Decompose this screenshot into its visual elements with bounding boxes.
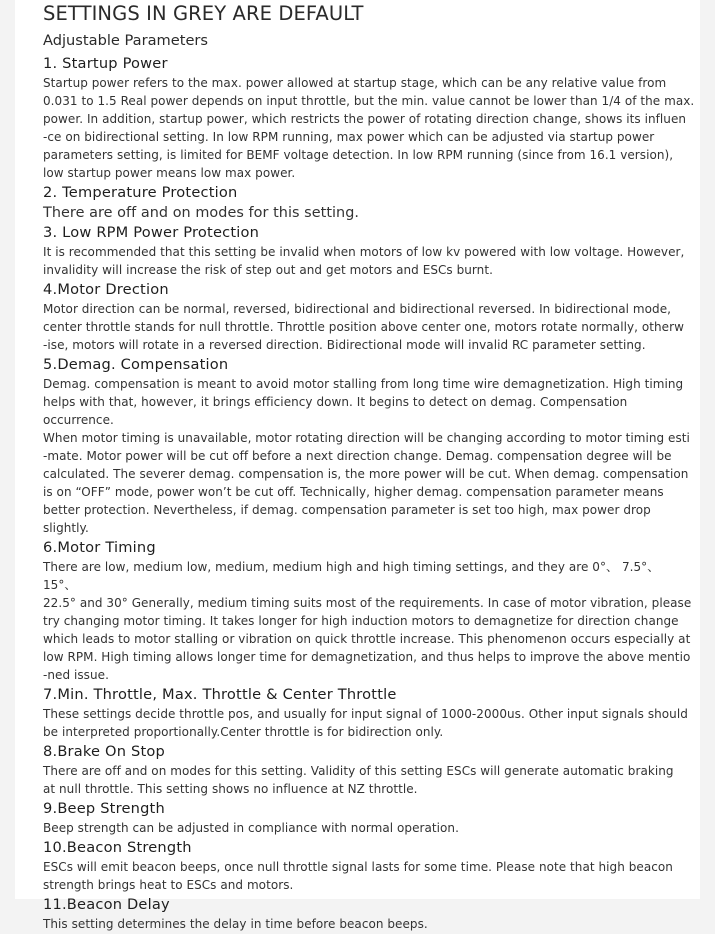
section-heading: 6.Motor Timing — [43, 539, 156, 556]
section-body: It is recommended that this setting be invalid when motors of low kv powered with low voltage. However, invalidity will increase the risk of step out and get motors and ESCs burnt. — [43, 245, 685, 277]
section-beacon-delay — [43, 895, 695, 933]
section-heading: 7.Min. Throttle, Max. Throttle & Center Throttle — [43, 686, 397, 703]
section-motor-timing — [43, 538, 695, 684]
page-title: SETTINGS IN GREY ARE DEFAULT — [43, 2, 364, 25]
section-demag-compensation — [43, 355, 695, 537]
section-body: There are off and on modes for this setting. Validity of this setting ESCs will generate automatic braking at null throttle. This setting shows no influence at NZ throttle. — [43, 764, 674, 796]
section-brake-on-stop — [43, 742, 695, 798]
section-heading: 5.Demag. Compensation — [43, 356, 229, 373]
section-body: There are off and on modes for this setting. — [43, 205, 360, 221]
section-heading: 4.Motor Drection — [43, 281, 169, 298]
section-beep-strength — [43, 799, 695, 837]
section-low-rpm-power-protection — [43, 223, 695, 279]
section-body: Startup power refers to the max. power allowed at startup stage, which can be any relative value from 0.031 to 1.5 Real power depends on input throttle, but the min. value cannot be lower than 1/4 of the max. power. In addition, startup power, which restricts the power of rotating direction change, shows its influen -ce on bidirectional setting. In low RPM running, max power which can be adjusted via startup power parameters setting, is limited for BEMF voltage detection. In low RPM running (since from 16.1 version), low startup power means low max power. — [43, 76, 695, 180]
section-body: Motor direction can be normal, reversed, bidirectional and bidirectional reversed. In bidirectional mode, center throttle stands for null throttle. Throttle position above center one, motors rotate normally, otherw -ise, motors will rotate in a reversed direction. Bidirectional mode will invalid RC parameter setting. — [43, 302, 684, 352]
section-heading: 3. Low RPM Power Protection — [43, 224, 260, 241]
section-heading: 9.Beep Strength — [43, 800, 165, 817]
section-heading: 8.Brake On Stop — [43, 743, 165, 760]
section-body: Beep strength can be adjusted in compliance with normal operation. — [43, 821, 459, 835]
section-body: There are low, medium low, medium, medium high and high timing settings, and they are 0°、 7.5°、 15°、 22.5° and 30° Generally, medium timing suits most of the requirements. In case of motor vibration, please try changing motor timing. It takes longer for high induction motors to demagnetize for direction change which leads to motor stalling or vibration on quick throttle increase. This phenomenon occurs especially at low RPM. High timing allows longer time for demagnetization, and thus helps to improve the above mentio -ned issue. — [43, 560, 692, 682]
section-heading: 10.Beacon Strength — [43, 839, 192, 856]
section-body: This setting determines the delay in time before beacon beeps. — [43, 917, 428, 931]
document-content — [43, 2, 695, 934]
section-beacon-strength — [43, 838, 695, 894]
page-subtitle: Adjustable Parameters — [43, 32, 209, 49]
section-heading: 1. Startup Power — [43, 55, 168, 72]
section-temperature-protection — [43, 183, 695, 223]
section-motor-direction — [43, 280, 695, 354]
section-throttle-range — [43, 685, 695, 741]
section-heading: 2. Temperature Protection — [43, 184, 238, 201]
section-heading: 11.Beacon Delay — [43, 896, 170, 913]
section-body: Demag. compensation is meant to avoid motor stalling from long time wire demagnetization. High timing helps with that, however, it brings efficiency down. It begins to detect on demag. Compensation occurrence. When motor timing is unavailable, motor rotating direction will be changing according to motor timing esti -mate. Motor power will be cut off before a next direction change. Demag. compensation degree will be calculated. The severer demag. compensation is, the more power will be cut. When demag. compensation is on “OFF” mode, power won’t be cut off. Technically, higher demag. compensation parameter means better protection. Nevertheless, if demag. compensation parameter is set too high, max power drop slightly. — [43, 377, 690, 535]
section-body: These settings decide throttle pos, and usually for input signal of 1000-2000us. Other input signals should be interpreted proportionally.Center throttle is for bidirection only. — [43, 707, 688, 739]
document-page — [15, 0, 700, 931]
section-startup-power — [43, 54, 695, 182]
section-body: ESCs will emit beacon beeps, once null throttle signal lasts for some time. Please note that high beacon strength brings heat to ESCs and motors. — [43, 860, 673, 892]
